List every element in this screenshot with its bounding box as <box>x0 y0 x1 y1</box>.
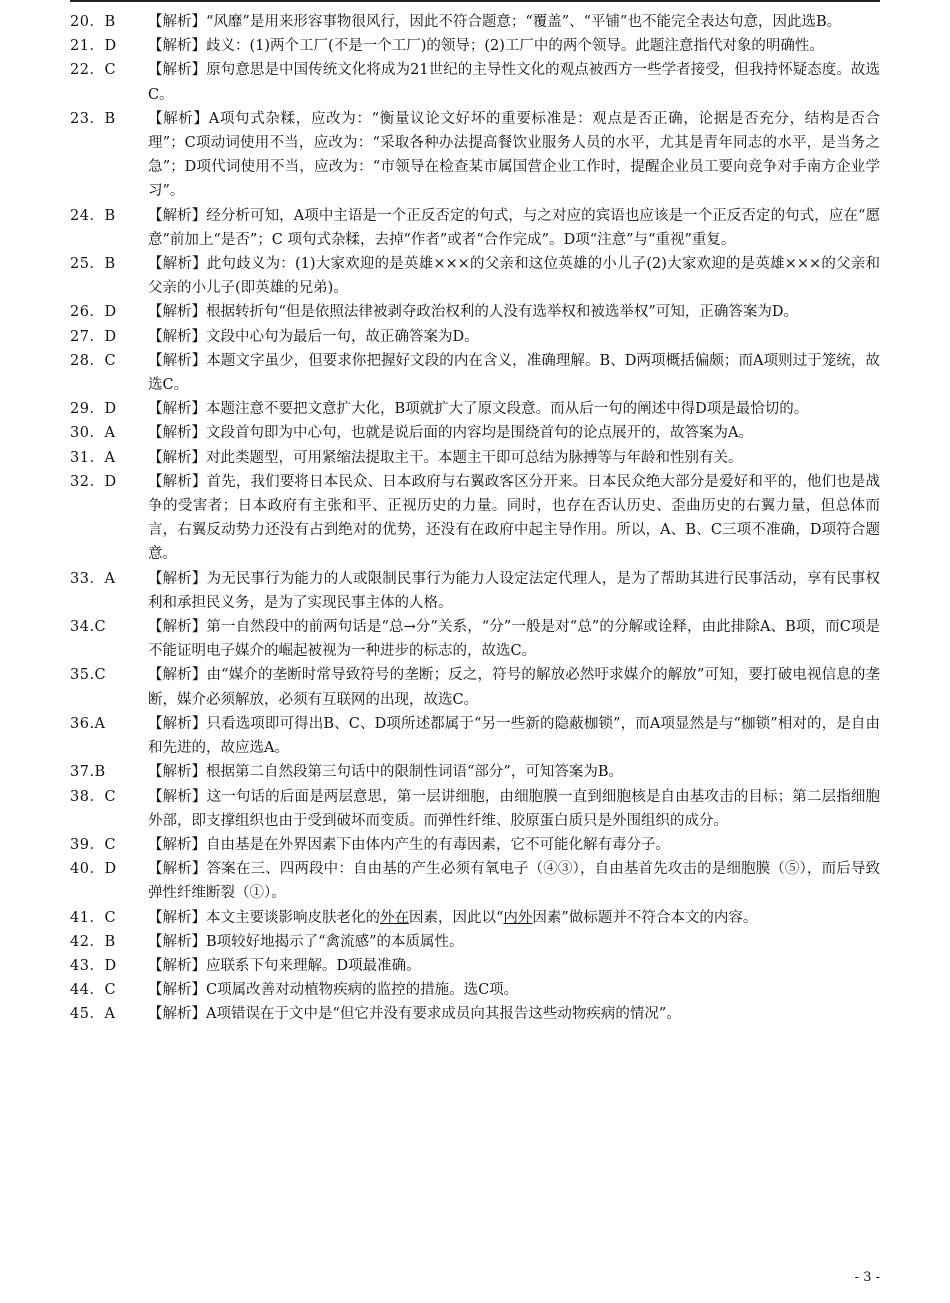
answer-explanation: 【解析】经分析可知，A项中主语是一个正反否定的句式，与之对应的宾语也应该是一个正反否定的句式，应在“愿意”前加上“是否”；C 项句式杂糅，去掉“作者”或者“合作完成”。D项“注意”与“重视”重复。 <box>148 207 880 248</box>
answer-entry <box>70 615 880 663</box>
answer-number: 28．C <box>70 352 117 369</box>
answer-number: 43．D <box>70 957 117 974</box>
answer-explanation: 【解析】本题注意不要把文意扩大化，B项就扩大了原文段意。而从后一句的阐述中得D项是最恰切的。 <box>148 401 809 418</box>
answer-entry <box>70 833 880 857</box>
explanation-text: 【解析】本文主要谈影响皮肤老化的 <box>148 909 380 926</box>
answer-number: 41．C <box>70 909 117 926</box>
answer-entry <box>70 204 880 252</box>
answer-entry <box>70 785 880 833</box>
answer-explanation: 【解析】根据转折句“但是依照法律被剥夺政治权利的人没有选举权和被选举权”可知，正确答案为D。 <box>148 304 798 321</box>
answer-explanation: 【解析】本题文字虽少，但要求你把握好文段的内在含义，准确理解。B、D两项概括偏颇；而A项则过于笼统，故选C。 <box>148 352 880 394</box>
answer-entry <box>70 906 880 930</box>
answer-explanation: 【解析】文段中心句为最后一句，故正确答案为D。 <box>148 328 479 345</box>
answer-number: 22．C <box>70 62 117 79</box>
answer-entry <box>70 34 880 58</box>
answer-number: 26．D <box>70 304 117 321</box>
answer-entry <box>70 421 880 445</box>
answer-explanation: 【解析】A项错误在于文中是“但它并没有要求成员向其报告这些动物疾病的情况”。 <box>148 1006 681 1023</box>
answer-number: 21．D <box>70 38 117 55</box>
answer-number: 20．B <box>70 14 116 30</box>
answer-entry <box>70 397 880 421</box>
answer-explanation <box>148 906 880 930</box>
answer-entry <box>70 712 880 760</box>
answer-explanation: 【解析】C项属改善对动植物疾病的监控的措施。选C项。 <box>148 982 519 999</box>
answer-explanation: 【解析】对此类题型，可用紧缩法提取主干。本题主干即可总结为脉搏等与年龄和性别有关。 <box>148 449 743 466</box>
answer-entry <box>70 857 880 905</box>
answer-number: 24．B <box>70 207 116 224</box>
answer-explanation: 【解析】为无民事行为能力的人或限制民事行为能力人设定法定代理人，是为了帮助其进行民事活动，享有民事权利和承担民义务，是为了实现民事主体的人格。 <box>148 570 880 611</box>
answer-explanation: 【解析】歧义：(1)两个工厂(不是一个工厂)的领导；(2)工厂中的两个领导。此题注意指代对象的明确性。 <box>148 38 824 55</box>
answer-entry <box>70 107 880 204</box>
answer-number: 33．A <box>70 570 116 587</box>
underlined-text: 内外 <box>503 909 533 926</box>
answer-explanation: 【解析】此句歧义为：(1)大家欢迎的是英雄×××的父亲和这位英雄的小儿子(2)大家欢迎的是英雄×××的父亲和父亲的小儿子(即英雄的兄弟)。 <box>148 256 880 297</box>
answer-number: 40．D <box>70 861 117 878</box>
answer-number: 30．A <box>70 425 116 442</box>
answer-explanation: 【解析】应联系下句来理解。D项最准确。 <box>148 957 421 974</box>
answer-explanation: 【解析】首先，我们要将日本民众、日本政府与右翼政客区分开来。日本民众绝大部分是爱好和平的，他们也是战争的受害者；日本政府有主张和平、正视历史的力量。同时，也存在否认历史、歪曲历史的右翼力量，但总体而言，右翼反动势力还没有占到绝对的优势，还没有在政府中起主导作用。所以，A、B、C三项不准确，D项符合题意。 <box>148 473 880 563</box>
answer-number: 45．A <box>70 1006 116 1023</box>
answer-explanation: 【解析】只看选项即可得出B、C、D项所述都属于“另一些新的隐蔽枷锁”，而A项显然是与“枷锁”相对的，是自由和先进的，故应选A。 <box>148 715 880 757</box>
answer-entry <box>70 1002 880 1026</box>
answer-entry <box>70 930 880 954</box>
answer-number: 27．D <box>70 328 117 345</box>
answer-explanation: 【解析】由“媒介的垄断时常导致符号的垄断；反之，符号的解放必然吁求媒介的解放”可知，要打破电视信息的垄断，媒介必须解放，必须有互联网的出现，故选C。 <box>148 667 880 708</box>
answer-entry <box>70 349 880 397</box>
answer-number: 42．B <box>70 933 116 950</box>
answer-number: 31．A <box>70 449 116 466</box>
answer-entry <box>70 663 880 711</box>
answer-entry <box>70 567 880 615</box>
answer-number: 29．D <box>70 401 117 418</box>
underlined-text: 外在 <box>380 909 409 926</box>
answer-entry <box>70 954 880 978</box>
answer-entry <box>70 252 880 300</box>
answer-entry <box>70 10 880 34</box>
answer-explanation: 【解析】B项较好地揭示了“禽流感”的本质属性。 <box>148 933 464 950</box>
answer-number: 36.A <box>70 715 106 732</box>
answer-explanation: 【解析】根据第二自然段第三句话中的限制性词语“部分”，可知答案为B。 <box>148 764 623 781</box>
answer-explanation: 【解析】文段首句即为中心句，也就是说后面的内容均是围绕首句的论点展开的，故答案为A。 <box>148 425 753 442</box>
answer-entry <box>70 325 880 349</box>
answer-explanation: 【解析】自由基是在外界因素下由体内产生的有毒因素，它不可能化解有毒分子。 <box>148 836 670 853</box>
answer-number: 23．B <box>70 110 116 127</box>
answer-entry <box>70 760 880 784</box>
answer-number: 32．D <box>70 473 117 490</box>
answer-entry <box>70 58 880 106</box>
answer-explanation: 【解析】答案在三、四两段中：自由基的产生必须有氧电子（④③），自由基首先攻击的是细胞膜（⑤），而后导致弹性纤维断裂（①）。 <box>148 861 880 902</box>
answer-explanation: 【解析】A项句式杂糅，应改为：“衡量议论文好坏的重要标准是：观点是否正确，论据是否充分，结构是否合理”；C项动词使用不当，应改为：“采取各种办法提高餐饮业服务人员的水平，尤其是青年同志的水平，是当务之急”；D项代词使用不当，应改为：“市领导在检查某市属国营企业工作时，提醒企业员工要向竞争对手南方企业学习”。 <box>148 110 880 200</box>
answer-explanation: 【解析】“风靡”是用来形容事物很风行，因此不符合题意；“覆盖”、“平铺”也不能完全表达句意，因此选B。 <box>148 14 842 30</box>
answer-entry <box>70 446 880 470</box>
explanation-text: 因素，因此以“ <box>409 909 504 926</box>
answer-number: 37.B <box>70 764 106 781</box>
answer-explanation: 【解析】这一句话的后面是两层意思，第一层讲细胞，由细胞膜一直到细胞核是自由基攻击的目标；第二层指细胞外部，即支撑组织也由于受到破坏而变质。而弹性纤维、胶原蛋白质只是外围组织的成分。 <box>148 788 880 829</box>
top-rule <box>70 0 880 2</box>
answer-number: 35.C <box>70 667 107 684</box>
answer-explanation: 【解析】第一自然段中的前两句话是“总→分”关系，“分”一般是对“总”的分解或诠释，由此排除A、B项，而C项是不能证明电子媒介的崛起被视为一种进步的标志的，故选C。 <box>148 619 880 660</box>
answer-entry <box>70 300 880 324</box>
answer-entry <box>70 470 880 567</box>
answer-number: 39．C <box>70 836 117 853</box>
page-number: - 3 - <box>854 1270 880 1285</box>
answer-number: 44．C <box>70 982 117 999</box>
answer-list <box>70 10 880 1027</box>
explanation-text: 因素”做标题并不符合本文的内容。 <box>532 909 758 926</box>
answer-number: 38．C <box>70 788 117 805</box>
answer-explanation: 【解析】原句意思是中国传统文化将成为21世纪的主导性文化的观点被西方一些学者接受，但我持怀疑态度。故选C。 <box>148 62 880 103</box>
answer-entry <box>70 978 880 1002</box>
answer-number: 25．B <box>70 256 116 273</box>
answer-number: 34.C <box>70 619 107 636</box>
